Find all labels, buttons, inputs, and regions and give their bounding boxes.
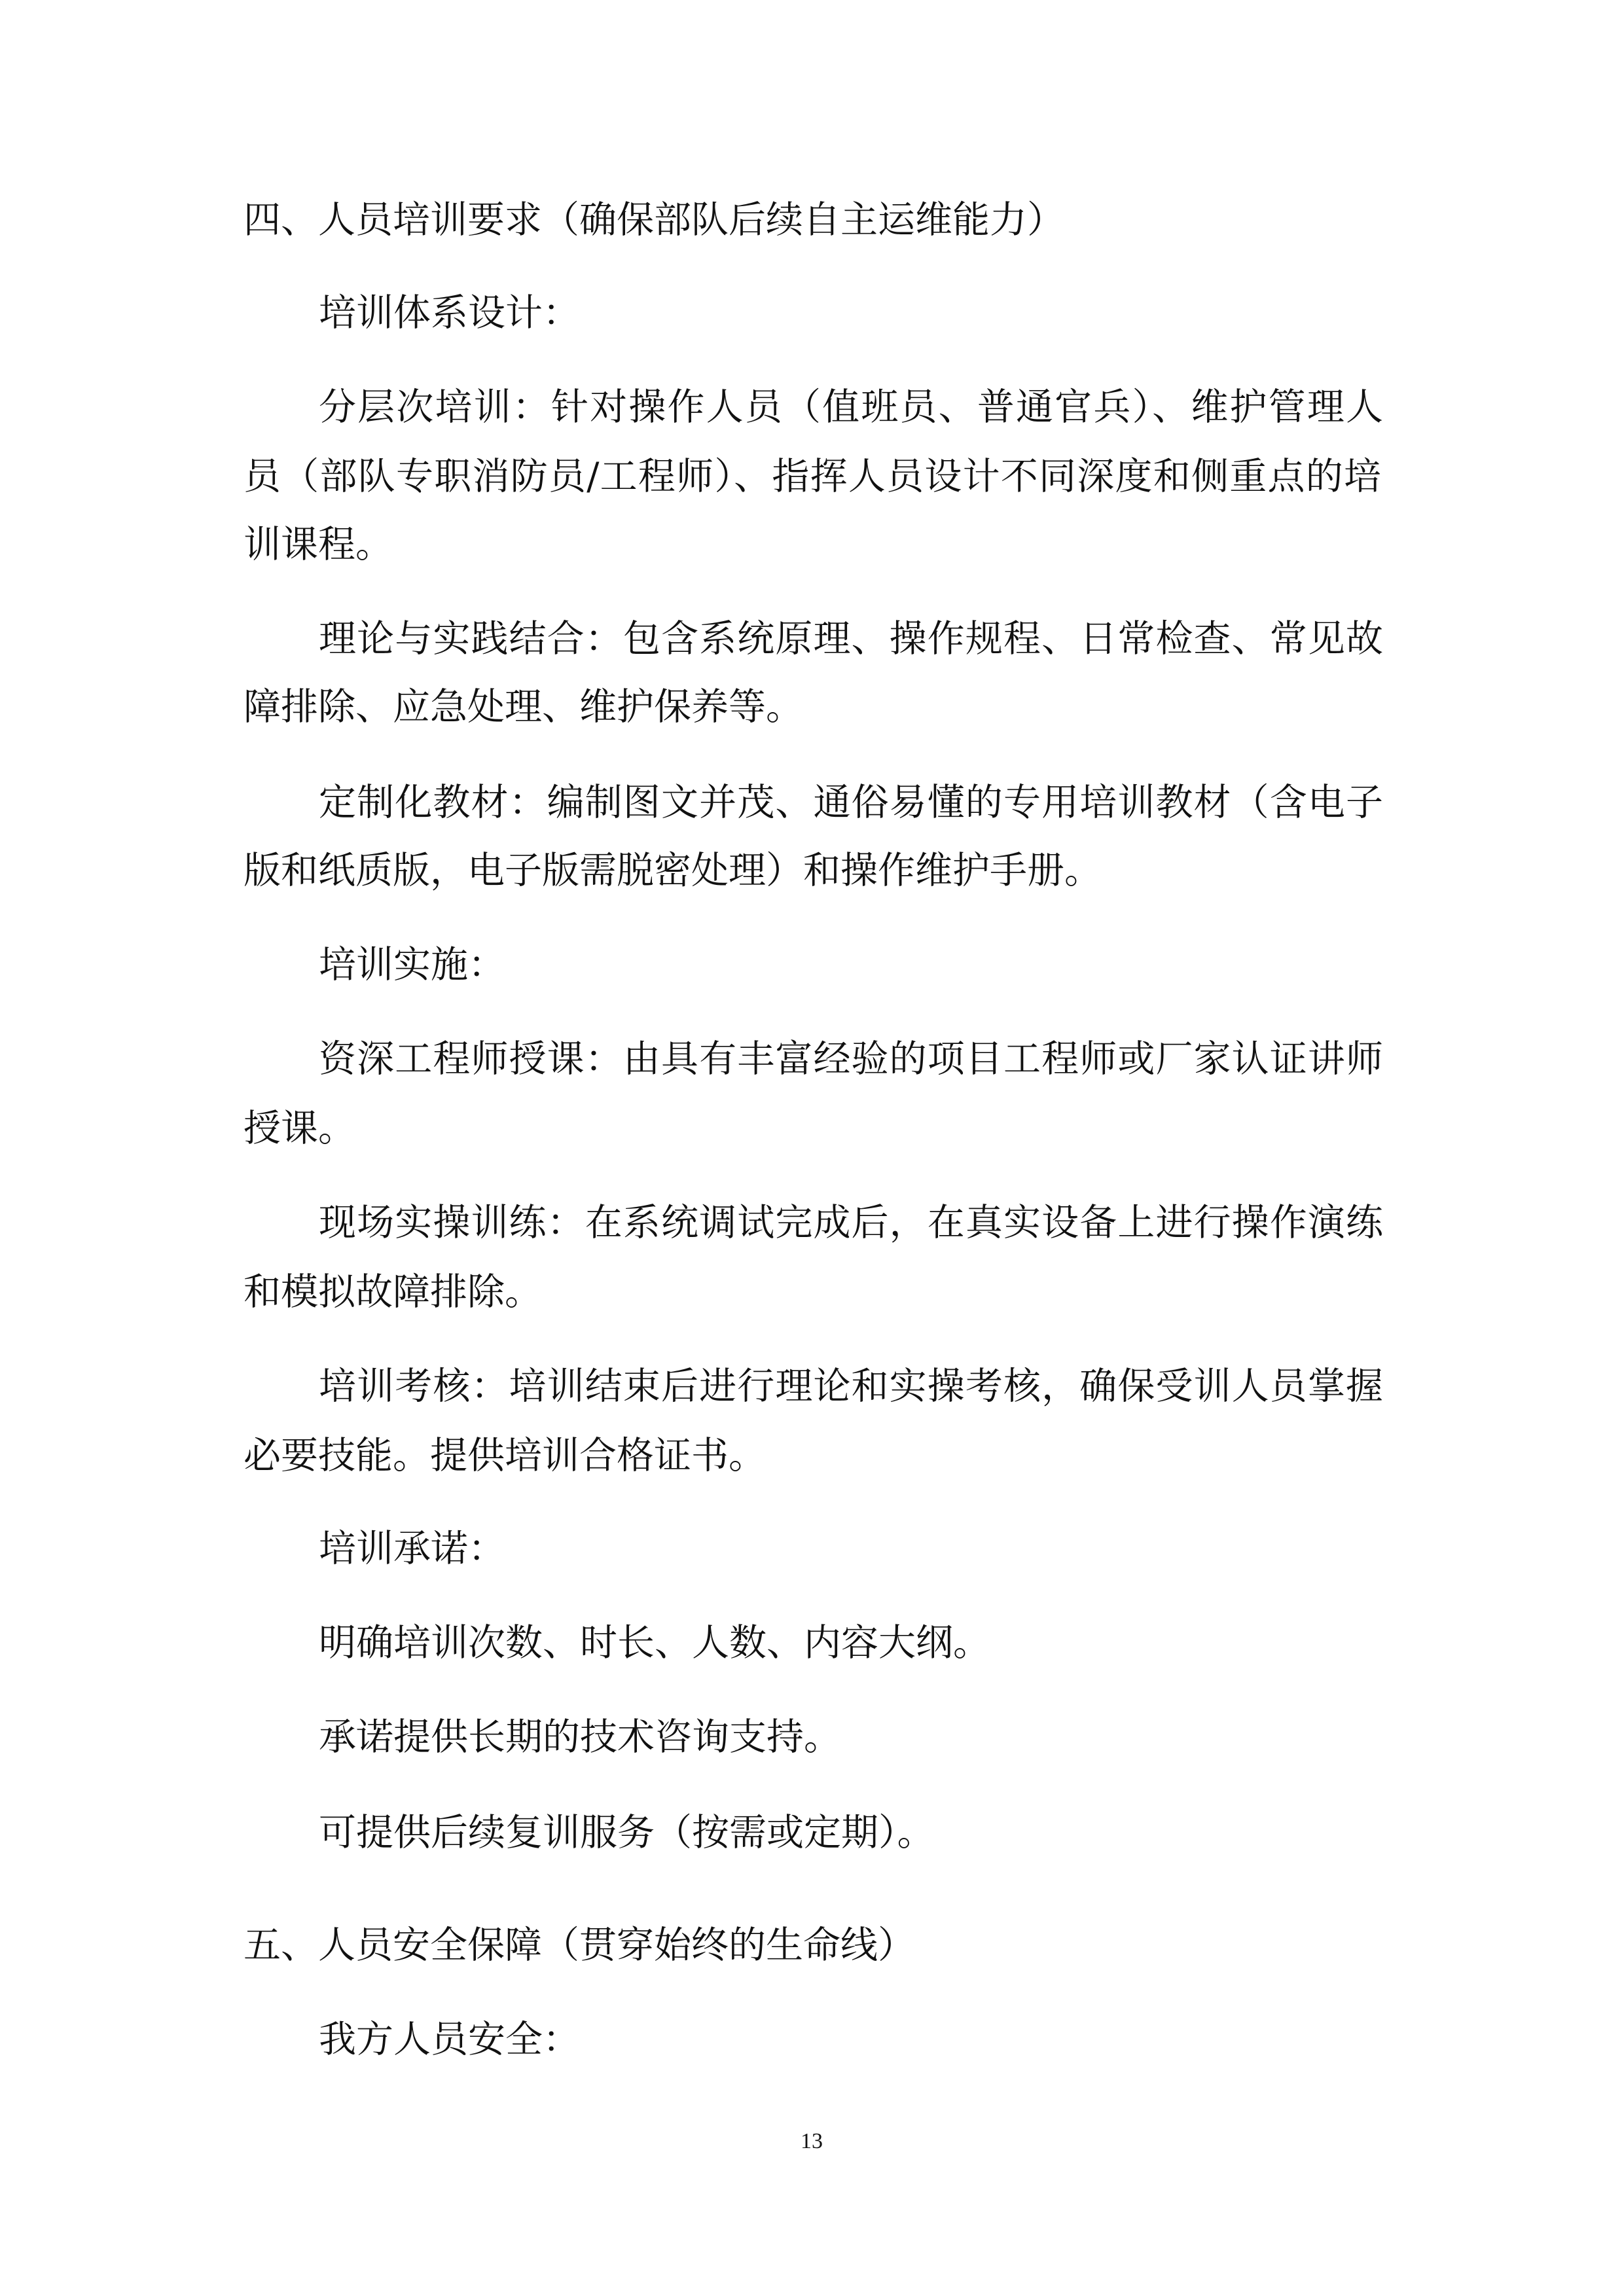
commitment-item: 明确培训次数、时长、人数、内容大纲。 bbox=[319, 1621, 990, 1664]
assessment-line-2: 必要技能。提供培训合格证书。 bbox=[244, 1434, 766, 1477]
page-number: 13 bbox=[801, 2129, 823, 2153]
custom-materials-line-1: 定制化教材：编制图文并茂、通俗易懂的专用培训教材（含电子 bbox=[319, 781, 1383, 824]
layered-training-line-1: 分层次培训：针对操作人员（值班员、普通官兵）、维护管理人 bbox=[319, 386, 1383, 429]
layered-training-line-3: 训课程。 bbox=[244, 523, 393, 566]
onsite-practice-line-1: 现场实操训练：在系统调试完成后，在真实设备上进行操作演练 bbox=[319, 1201, 1383, 1244]
theory-practice-line-1: 理论与实践结合：包含系统原理、操作规程、日常检查、常见故 bbox=[319, 617, 1383, 660]
commitment-item: 可提供后续复训服务（按需或定期）。 bbox=[319, 1811, 935, 1854]
onsite-practice-line-2: 和模拟故障排除。 bbox=[244, 1270, 542, 1314]
senior-engineers-line-2: 授课。 bbox=[244, 1107, 355, 1150]
section-4-heading: 四、人员培训要求（确保部队后续自主运维能力） bbox=[244, 198, 1064, 242]
senior-engineers-line-1: 资深工程师授课：由具有丰富经验的项目工程师或厂家认证讲师 bbox=[319, 1037, 1383, 1081]
assessment-line-1: 培训考核：培训结束后进行理论和实操考核，确保受训人员掌握 bbox=[319, 1365, 1383, 1408]
training-commitment-label: 培训承诺： bbox=[319, 1527, 505, 1570]
layered-training-line-2: 员（部队专职消防员/工程师）、指挥人员设计不同深度和侧重点的培 bbox=[244, 455, 1381, 498]
commitment-item: 承诺提供长期的技术咨询支持。 bbox=[319, 1715, 841, 1759]
our-staff-safety-label: 我方人员安全： bbox=[319, 2018, 580, 2061]
custom-materials-line-2: 版和纸质版，电子版需脱密处理）和操作维护手册。 bbox=[244, 849, 1102, 892]
section-5-heading: 五、人员安全保障（贯穿始终的生命线） bbox=[244, 1924, 915, 1967]
theory-practice-line-2: 障排除、应急处理、维护保养等。 bbox=[244, 685, 803, 728]
training-implementation-label: 培训实施： bbox=[319, 943, 505, 986]
training-system-label: 培训体系设计： bbox=[319, 291, 580, 334]
